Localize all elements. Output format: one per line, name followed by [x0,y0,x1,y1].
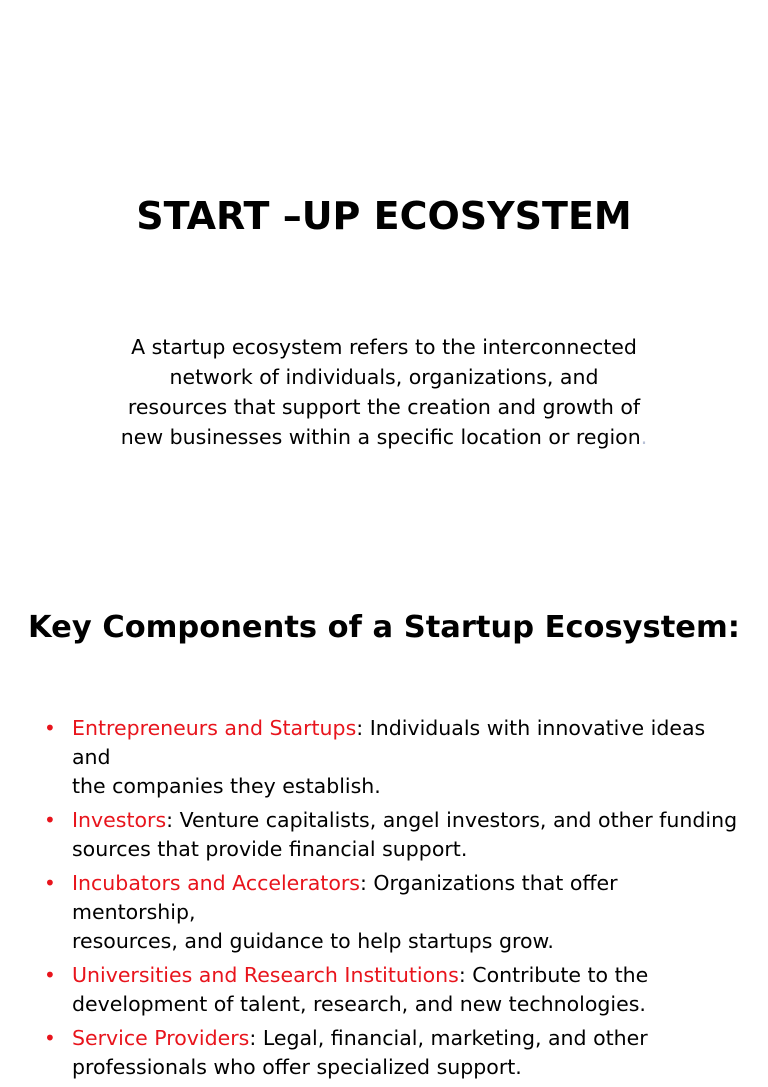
list-item [44,961,744,1019]
intro-trailing-dot: . [640,425,648,449]
component-description-cont: development of talent, research, and new technologies. [72,992,646,1016]
component-term: Entrepreneurs and Startups [72,716,357,740]
bullet-icon: • [44,871,56,895]
component-term: Investors [72,808,167,832]
bullet-icon: • [44,716,56,740]
intro-line: network of individuals, organizations, and [169,365,599,389]
component-term: Incubators and Accelerators [72,871,360,895]
component-separator: : [359,871,367,895]
component-separator: : [356,716,364,740]
component-description: Legal, financial, marketing, and other [256,1026,648,1050]
component-description: Venture capitalists, angel investors, and other funding [173,808,738,832]
section-heading: Key Components of a Startup Ecosystem: [28,610,740,645]
component-description: Contribute to the [465,963,649,987]
list-item [44,806,744,864]
component-description: Individuals with innovative ideas and [72,716,706,769]
component-description-cont: resources, and guidance to help startups grow. [72,929,554,953]
intro-paragraph [110,332,658,452]
list-item [44,869,744,956]
component-description-cont: sources that provide financial support. [72,837,468,861]
component-separator: : [249,1026,257,1050]
component-description-cont: professionals who offer specialized support. [72,1055,522,1079]
bullet-icon: • [44,808,56,832]
bullet-icon: • [44,963,56,987]
component-description: Organizations that offer mentorship, [72,871,618,924]
list-item [44,1024,744,1082]
intro-line: new businesses within a specific location or region [120,425,641,449]
component-separator: : [166,808,174,832]
components-list [44,714,744,1087]
intro-line: resources that support the creation and growth of [127,395,641,419]
list-item [44,714,744,801]
component-description-cont: the companies they establish. [72,774,381,798]
component-term: Service Providers [72,1026,250,1050]
component-term: Universities and Research Institutions [72,963,459,987]
bullet-icon: • [44,1026,56,1050]
slide-title: START –UP ECOSYSTEM [136,194,632,238]
intro-line: A startup ecosystem refers to the interconnected [131,335,637,359]
component-separator: : [458,963,466,987]
